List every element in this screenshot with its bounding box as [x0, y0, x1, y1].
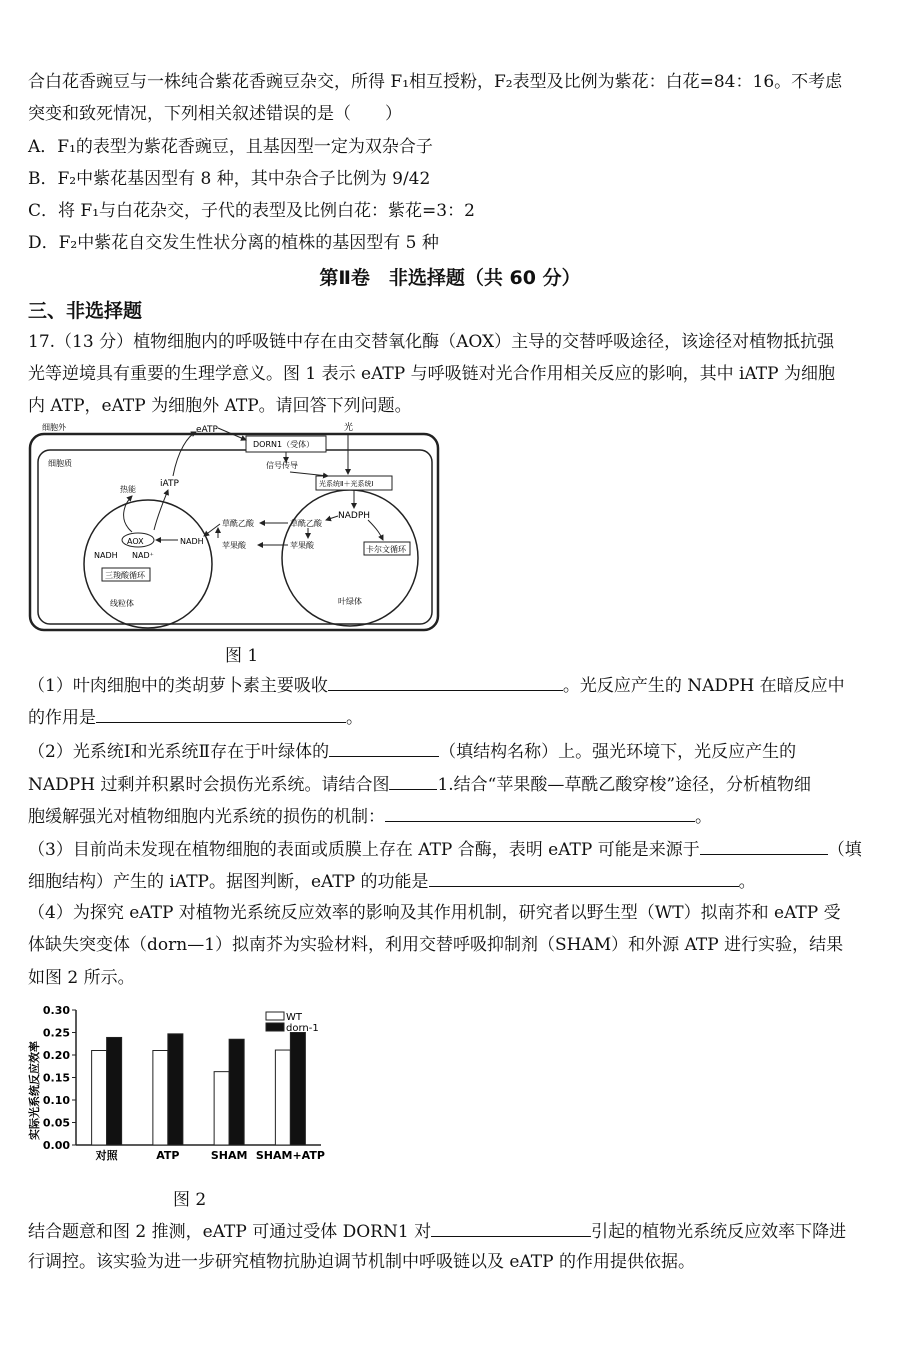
q17-part2-prompt: （2）光系统Ⅰ和光系统Ⅱ存在于叶绿体的	[28, 742, 330, 762]
q17-part3-period: 。	[738, 872, 756, 892]
q16-stem-line2: 突变和致死情况，下列相关叙述错误的是（ ）	[28, 104, 402, 124]
q17-part4-line1: （4）为探究 eATP 对植物光系统反应效率的影响及其作用机制，研究者以野生型（WT）拟南芥和 eATP 受	[28, 903, 841, 923]
y-tick-label: 0.05	[42, 1116, 70, 1130]
q17-part3-line2	[28, 868, 756, 894]
arrow-iatp-to-eatp	[173, 432, 196, 476]
bar-dorn-1-0	[107, 1037, 122, 1145]
q17-part1-prompt2: 的作用是	[28, 708, 96, 728]
q17-intro-line2: 光等逆境具有重要的生理学意义。图 1 表示 eATP 与呼吸链对光合作用相关反应的影响，其中 iATP 为细胞	[28, 364, 835, 384]
answer-blank-5[interactable]	[385, 803, 695, 822]
arrow-aox-heat	[124, 496, 132, 532]
legend-swatch-WT	[266, 1012, 284, 1020]
arrow-nadph-oaa	[326, 516, 338, 520]
label-aox: AOX	[127, 537, 144, 546]
q17-part2-prompt3: 胞缓解强光对植物细胞内光系统的损伤的机制：	[28, 807, 385, 827]
q17-part1-period: 。	[346, 708, 363, 728]
q17-final-prompt: 结合题意和图 2 推测，eATP 可通过受体 DORN1 对	[28, 1222, 432, 1242]
label-eatp: eATP	[196, 425, 218, 435]
legend-label-WT: WT	[286, 1012, 302, 1023]
q17-part4-line3: 如图 2 所示。	[28, 968, 135, 988]
q17-part3-cont: （填	[827, 840, 862, 860]
q17-part2-line1	[28, 738, 796, 764]
answer-blank-8[interactable]	[431, 1218, 591, 1237]
label-oaa-right: 草酰乙酸	[290, 519, 322, 528]
q17-part2-prompt2: NADPH 过剩并积累时会损伤光系统。请结合图	[28, 775, 390, 795]
label-nadh-mid: NADH	[180, 537, 204, 546]
q17-part1-line2	[28, 704, 363, 730]
label-malate-right: 苹果酸	[290, 541, 314, 550]
label-photosystem: 光系统Ⅱ＋光系统Ⅰ	[319, 480, 374, 488]
y-tick-label: 0.10	[42, 1094, 70, 1107]
q17-final-line2: 行调控。该实验为进一步研究植物抗胁迫调节机制中呼吸链以及 eATP 的作用提供依据。	[28, 1252, 695, 1272]
label-nadph: NADPH	[338, 511, 371, 521]
figure-2-caption: 图 2	[173, 1190, 207, 1210]
legend-label-dorn-1: dorn-1	[286, 1023, 319, 1034]
q16-option-d: D．F₂中紫花自交发生性状分离的植株的基因型有 5 种	[28, 233, 439, 253]
q17-part2-line2	[28, 771, 811, 797]
label-light: 光	[344, 423, 354, 433]
label-oaa-left: 草酰乙酸	[222, 519, 254, 528]
y-tick-label: 0.00	[42, 1139, 70, 1152]
label-extracellular: 细胞外	[42, 423, 66, 432]
answer-blank-3[interactable]	[329, 738, 439, 757]
y-tick-label: 0.25	[42, 1026, 70, 1040]
q17-part2-cont: （填结构名称）上。强光环境下，光反应产生的	[439, 742, 797, 762]
y-tick-label: 0.15	[42, 1071, 70, 1085]
x-tick-label: ATP	[156, 1149, 180, 1162]
figure-2-bar-chart	[26, 1000, 336, 1170]
bar-dorn-1-1	[168, 1034, 183, 1145]
chart-ylabel: 实际光系统反应效率	[28, 1041, 41, 1140]
label-heat: 热能	[120, 485, 136, 494]
q16-stem-line1: 合白花香豌豆与一株纯合紫花香豌豆杂交，所得 F₁相互授粉，F₂表型及比例为紫花：白花=84：16。不考虑	[28, 72, 843, 92]
x-tick-label: SHAM+ATP	[255, 1149, 325, 1162]
answer-blank-7[interactable]	[429, 868, 739, 887]
figure-1-diagram	[28, 420, 448, 635]
section3-title: 三、非选择题	[28, 300, 143, 322]
answer-blank-4[interactable]	[389, 771, 437, 790]
answer-blank-6[interactable]	[700, 836, 828, 855]
label-nadh-left: NADH	[94, 551, 118, 560]
q16-option-b: B．F₂中紫花基因型有 8 种，其中杂合子比例为 9/42	[28, 169, 431, 189]
label-mito: 线粒体	[110, 599, 134, 608]
q17-part2-period: 。	[695, 807, 712, 827]
mitochondrion	[84, 500, 212, 628]
answer-blank-1[interactable]	[328, 672, 563, 691]
bar-WT-1	[153, 1051, 168, 1146]
q17-part2-cont2: 1.结合“苹果酸—草酰乙酸穿梭”途径，分析植物细	[437, 775, 812, 795]
q17-part2-line3	[28, 803, 712, 829]
bar-WT-3	[275, 1050, 290, 1145]
q17-part4-line2: 体缺失突变体（dorn—1）拟南芥为实验材料，利用交替呼吸抑制剂（SHAM）和外源 ATP 进行实验，结果	[28, 935, 844, 955]
figure-1-caption: 图 1	[225, 646, 259, 666]
bar-WT-2	[214, 1072, 229, 1145]
q17-part1-prompt: （1）叶肉细胞中的类胡萝卜素主要吸收	[28, 676, 328, 696]
y-tick-label: 0.30	[42, 1004, 70, 1017]
bar-dorn-1-3	[290, 1033, 305, 1146]
part2-title: 第Ⅱ卷 非选择题（共 60 分）	[319, 267, 581, 289]
x-tick-label: 对照	[95, 1149, 118, 1162]
q17-intro-line3: 内 ATP，eATP 为细胞外 ATP。请回答下列问题。	[28, 396, 412, 416]
q17-part3-prompt2: 细胞结构）产生的 iATP。据图判断，eATP 的功能是	[28, 872, 429, 892]
bar-WT-0	[92, 1051, 107, 1146]
q17-final-line1	[28, 1218, 846, 1244]
q17-intro-line1: 17.（13 分）植物细胞内的呼吸链中存在由交替氧化酶（AOX）主导的交替呼吸途径，该途径对植物抵抗强	[28, 332, 835, 352]
legend-swatch-dorn-1	[266, 1023, 284, 1031]
label-calvin: 卡尔文循环	[366, 545, 406, 554]
arrow-nadph-calvin	[368, 520, 383, 540]
x-tick-label: SHAM	[210, 1149, 248, 1162]
label-chloro: 叶绿体	[338, 597, 362, 606]
cell-wall-outer	[30, 434, 438, 630]
label-tca: 三羧酸循环	[105, 571, 145, 580]
label-receptor: DORN1（受体）	[253, 440, 315, 449]
q16-option-c: C．将 F₁与白花杂交，子代的表型及比例白花：紫花=3：2	[28, 201, 475, 221]
label-nad-plus: NAD⁺	[132, 551, 154, 560]
label-signal: 信号传导	[266, 461, 298, 470]
q17-part3-prompt: （3）目前尚未发现在植物细胞的表面或质膜上存在 ATP 合酶，表明 eATP 可能是来源于	[28, 840, 700, 860]
arrow-mito-iatp	[154, 490, 168, 530]
q17-part1-line1	[28, 672, 845, 698]
arrow-signal-photosystem	[290, 472, 328, 476]
label-cytoplasm: 细胞质	[48, 459, 72, 468]
q16-option-a: A．F₁的表型为紫花香豌豆，且基因型一定为双杂合子	[28, 137, 433, 157]
q17-part1-cont: 。光反应产生的 NADPH 在暗反应中	[562, 676, 845, 696]
y-tick-label: 0.20	[42, 1049, 70, 1062]
label-malate-left: 苹果酸	[222, 541, 246, 550]
label-iatp: iATP	[160, 479, 179, 489]
q17-part3-line1	[28, 836, 862, 862]
q17-final-cont: 引起的植物光系统反应效率下降进	[591, 1222, 847, 1242]
bar-dorn-1-2	[229, 1039, 244, 1145]
answer-blank-2[interactable]	[96, 704, 346, 723]
